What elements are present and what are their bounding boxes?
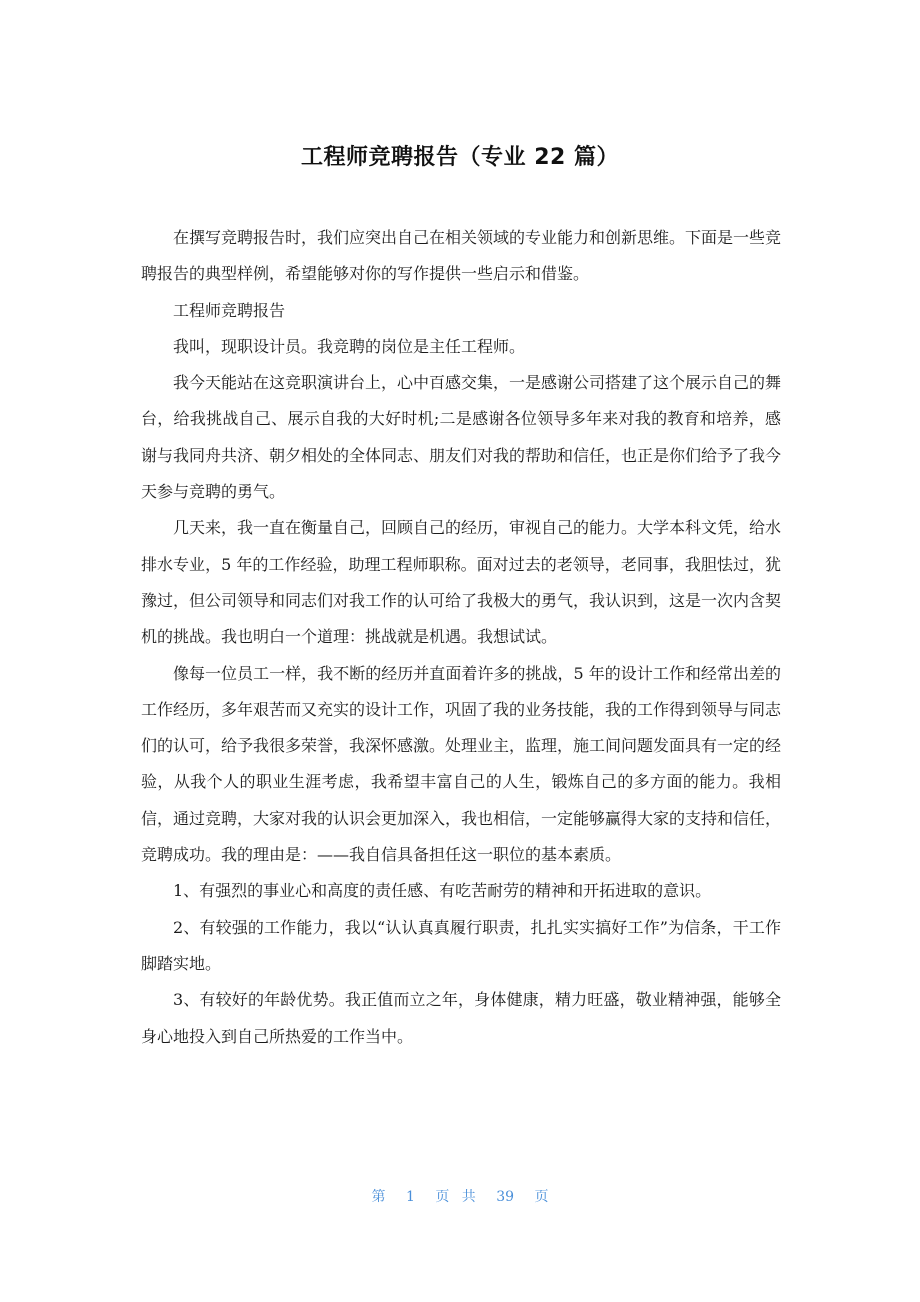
document-body <box>141 220 781 1055</box>
body-paragraph: 几天来，我一直在衡量自己，回顾自己的经历，审视自己的能力。大学本科文凭，给水排水专业，5 年的工作经验，助理工程师职称。面对过去的老领导，老同事，我胆怯过，犹豫过，但公司领导和同志们对我工作的认可给了我极大的勇气，我认识到，这是一次内含契机的挑战。我也明白一个道理：挑战就是机遇。我想试试。 <box>141 518 782 647</box>
page-footer <box>0 1185 920 1209</box>
list-item: 1、有强烈的事业心和高度的责任感、有吃苦耐劳的精神和开拓进取的意识。 <box>173 881 712 901</box>
footer-page-number: 1 <box>405 1189 415 1205</box>
list-item: 2、有较强的工作能力，我以“认认真真履行职责，扎扎实实搞好工作”为信条，干工作脚踏实地。 <box>141 917 781 973</box>
body-paragraph: 我今天能站在这竞职演讲台上，心中百感交集，一是感谢公司搭建了这个展示自己的舞台，给我挑战自己、展示自我的大好时机;二是感谢各位领导多年来对我的教育和培养，感谢与我同舟共济、朝夕相处的全体同志、朋友们对我的帮助和信任，也正是你们给予了我今天参与竞聘的勇气。 <box>141 373 782 502</box>
footer-suffix: 页 <box>534 1189 549 1205</box>
document-title: 工程师竞聘报告（专业 22 篇） <box>301 145 619 170</box>
section-heading: 工程师竞聘报告 <box>173 300 286 320</box>
body-paragraph: 我叫，现职设计员。我竞聘的岗位是主任工程师。 <box>173 336 526 356</box>
footer-total-pages: 39 <box>496 1189 515 1205</box>
list-item: 3、有较好的年龄优势。我正值而立之年，身体健康，精力旺盛，敬业精神强，能够全身心地投入到自己所热爱的工作当中。 <box>141 990 781 1046</box>
footer-prefix: 第 <box>371 1189 386 1205</box>
footer-middle: 页 共 <box>435 1189 476 1205</box>
body-paragraph: 像每一位员工一样，我不断的经历并直面着许多的挑战，5 年的设计工作和经常出差的工作经历，多年艰苦而又充实的设计工作，巩固了我的业务技能，我的工作得到领导与同志们的认可，给予我很多荣誉，我深怀感激。处理业主，监理，施工间问题发面具有一定的经验，从我个人的职业生涯考虑，我希望丰富自己的人生，锻炼自己的多方面的能力。我相信，通过竞聘，大家对我的认识会更加深入，我也相信，一定能够赢得大家的支持和信任，竞聘成功。我的理由是：——我自信具备担任这一职位的基本素质。 <box>141 663 782 865</box>
intro-paragraph: 在撰写竞聘报告时，我们应突出自己在相关领域的专业能力和创新思维。下面是一些竞聘报告的典型样例，希望能够对你的写作提供一些启示和借鉴。 <box>141 228 782 284</box>
